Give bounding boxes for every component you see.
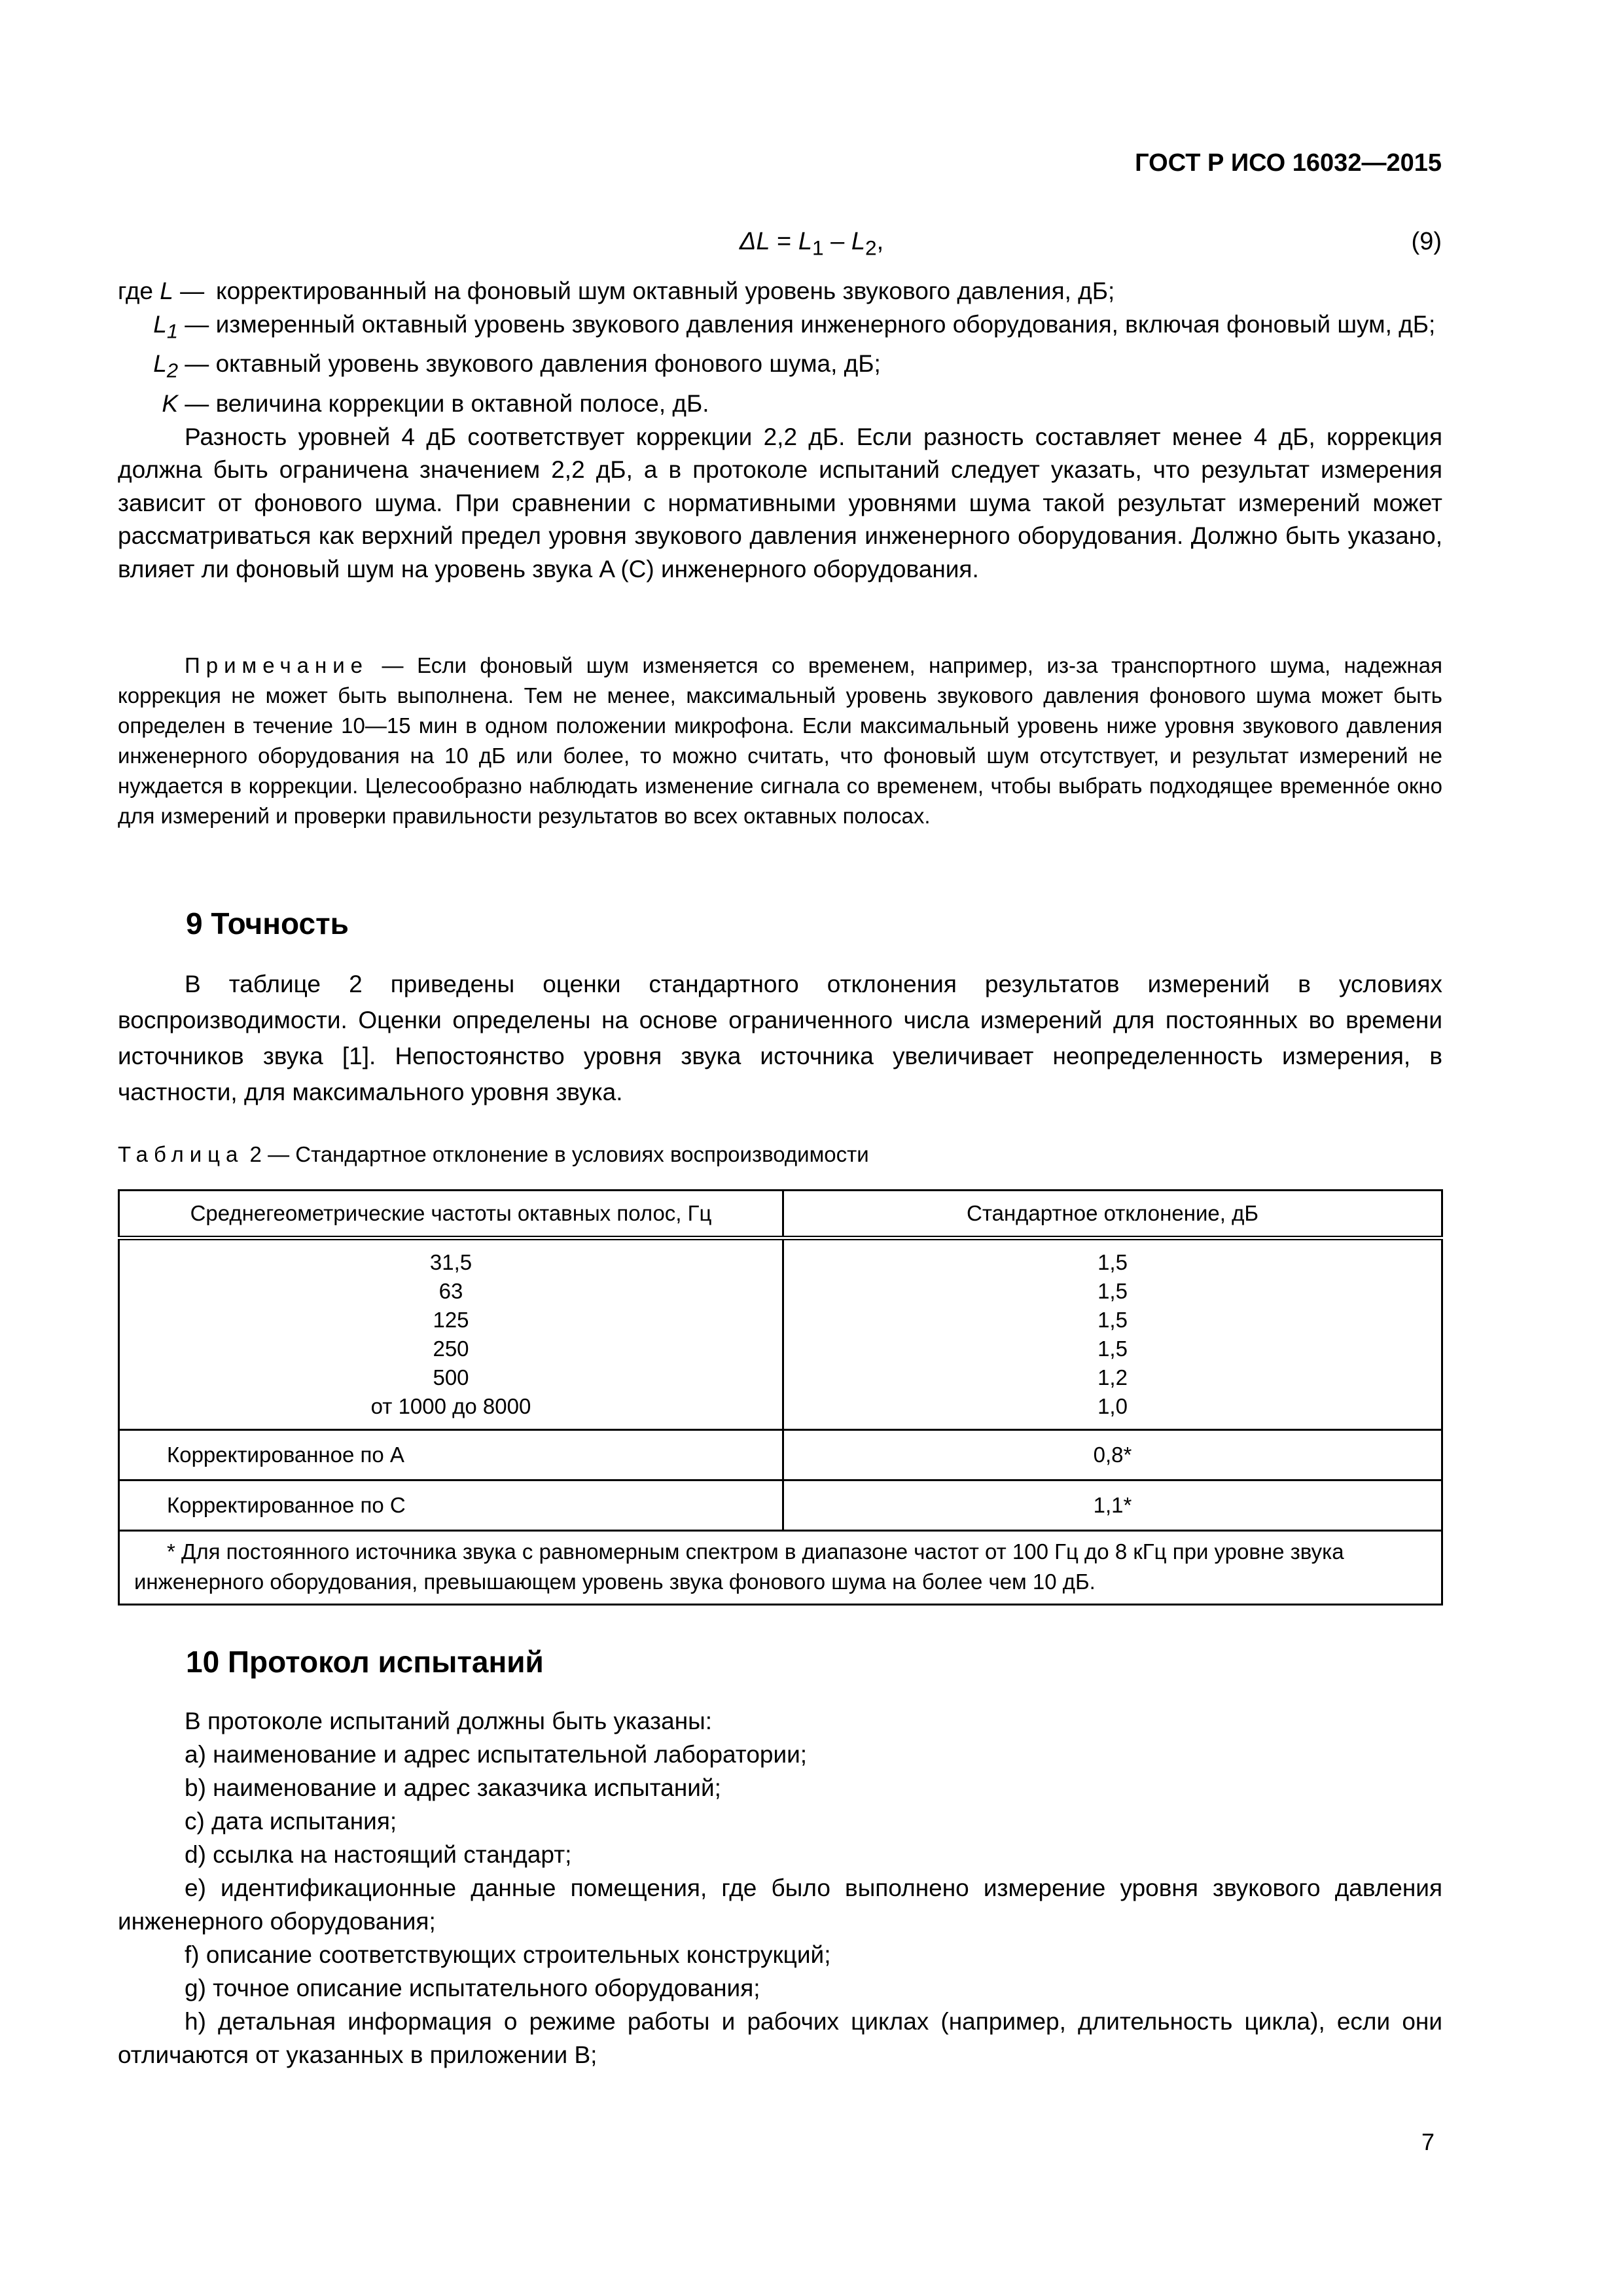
- dev-value: 1,2: [1097, 1365, 1128, 1390]
- table-row: [119, 1480, 1442, 1531]
- dash: —: [178, 390, 216, 418]
- list-item: c) дата испытания;: [185, 1808, 397, 1835]
- definitions: [118, 275, 1442, 586]
- list-intro: В протоколе испытаний должны быть указаны:: [185, 1708, 713, 1734]
- definition-item: [118, 275, 1442, 308]
- section-10-heading: 10 Протокол испытаний: [186, 1645, 544, 1679]
- row-label: Корректированное по А: [119, 1430, 783, 1480]
- dev-value: 1,5: [1097, 1279, 1128, 1303]
- dash: —: [178, 310, 216, 338]
- freq-value: 250: [433, 1336, 469, 1361]
- definition-text: измеренный октавный уровень звукового давления инженерного оборудования, включая фоновый шум, дБ;: [215, 310, 1436, 338]
- freq-value: 125: [433, 1308, 469, 1332]
- definition-prefix: где: [118, 278, 160, 304]
- table-caption: [118, 1142, 869, 1167]
- formula-minus: –: [823, 228, 851, 255]
- definition-sub: 2: [166, 359, 178, 382]
- row-label: Корректированное по С: [119, 1480, 783, 1531]
- formula-l1: L: [798, 228, 812, 255]
- dev-value: 1,0: [1097, 1394, 1128, 1418]
- list-item: d) ссылка на настоящий стандарт;: [185, 1841, 572, 1868]
- formula-eq: =: [770, 228, 798, 255]
- definition-text: величина коррекции в октавной полосе, дБ.: [215, 390, 709, 418]
- section-9-text: В таблице 2 приведены оценки стандартного отклонения результатов измерений в условиях воспроизводимости. Оценки определены на основе ограниченного числа измерений для постоянных во времени источников звука [1]. Непостоянство уровня звука источника увеличивает неопределенность измерения, в частности, для максимального уровня звука.: [118, 971, 1442, 1105]
- document-header: ГОСТ Р ИСО 16032—2015: [1135, 149, 1442, 177]
- table-header-freq: Среднегеометрические частоты октавных полос, Гц: [119, 1191, 783, 1238]
- table-header-row: [119, 1191, 1442, 1238]
- formula-l2: L: [851, 228, 865, 255]
- freq-value: 500: [433, 1365, 469, 1390]
- formula-9: [0, 228, 1623, 260]
- page-number: 7: [1421, 2128, 1435, 2155]
- formula-l2-sub: 2: [865, 236, 877, 260]
- formula-tail: ,: [876, 228, 884, 255]
- definition-text: корректированный на фоновый шум октавный уровень звукового давления, дБ;: [216, 278, 1115, 304]
- freq-cell: [119, 1238, 783, 1430]
- freq-value: 31,5: [429, 1250, 473, 1274]
- list-item: a) наименование и адрес испытательной лаборатории;: [185, 1741, 808, 1768]
- definition-symbol: K: [162, 390, 178, 418]
- formula-lhs: ΔL: [739, 228, 770, 255]
- definition-symbol: L: [160, 278, 173, 304]
- section-9-heading: 9 Точность: [186, 906, 349, 941]
- row-value: 0,8*: [783, 1430, 1442, 1480]
- dev-cell: [783, 1238, 1442, 1430]
- dash: —: [173, 278, 205, 304]
- definition-symbol: L: [153, 350, 167, 378]
- list-item: e) идентификационные данные помещения, где было выполнено измерение уровня звукового давления инженерного оборудования;: [118, 1874, 1442, 1935]
- note-label: Примечание: [185, 653, 369, 677]
- definition-symbol: L: [153, 310, 167, 338]
- freq-value: от 1000 до 8000: [370, 1394, 531, 1418]
- formula-l1-sub: 1: [812, 236, 824, 260]
- table-footnote-row: [119, 1531, 1442, 1605]
- freq-value: 63: [438, 1279, 463, 1303]
- equation-number: (9): [1411, 228, 1442, 255]
- dev-value: 1,5: [1097, 1250, 1128, 1274]
- dev-value: 1,5: [1097, 1308, 1128, 1332]
- paragraph-correction: Разность уровней 4 дБ соответствует коррекции 2,2 дБ. Если разность составляет менее 4 дБ, коррекция должна быть ограничена значением 2,2 дБ, а в протоколе испытаний следует указать, что результат измерения зависит от фонового шума. При сравнении с нормативными уровнями шума такой результат измерений может рассматриваться как верхний предел уровня звукового давления инженерного оборудования. Должно быть указано, влияет ли фоновый шум на уровень звука A (C) инженерного оборудования.: [118, 423, 1442, 583]
- definition-item: [118, 348, 1442, 387]
- definition-sub: 1: [166, 319, 178, 342]
- table-row: [119, 1238, 1442, 1430]
- list-item: b) наименование и адрес заказчика испытаний;: [185, 1774, 721, 1801]
- dash: —: [178, 350, 216, 378]
- table-2: [118, 1189, 1443, 1605]
- table-header-dev: Стандартное отклонение, дБ: [783, 1191, 1442, 1238]
- caption-label: Таблица: [118, 1142, 244, 1166]
- row-value: 1,1*: [783, 1480, 1442, 1531]
- note: [118, 651, 1442, 831]
- list-item: f) описание соответствующих строительных конструкций;: [185, 1941, 831, 1968]
- definition-text: октавный уровень звукового давления фонового шума, дБ;: [215, 350, 881, 378]
- table-footnote: * Для постоянного источника звука с равномерным спектром в диапазоне частот от 100 Гц до 8 кГц при уровне звука инженерного оборудования, превышающем уровень звука фонового шума на более чем 10 дБ.: [119, 1531, 1442, 1605]
- dev-value: 1,5: [1097, 1336, 1128, 1361]
- list-item: g) точное описание испытательного оборудования;: [185, 1975, 760, 2001]
- list-item: h) детальная информация о режиме работы и рабочих циклах (например, длительность цикла), если они отличаются от указанных в приложении В;: [118, 2008, 1442, 2068]
- definition-item: [118, 387, 1442, 421]
- definition-item: [118, 308, 1442, 348]
- note-text: — Если фоновый шум изменяется со временем, например, из-за транспортного шума, надежная коррекция не может быть выполнена. Тем не менее, максимальный уровень звукового давления фонового шума может быть определен в течение 10—15 мин в одном положении микрофона. Если максимальный уровень ниже уровня звукового давления инженерного оборудования на 10 дБ или более, то можно считать, что фоновый шум отсутствует, и результат измерений не нуждается в коррекции. Целесообразно наблюдать изменение сигнала со временем, чтобы выбрать подходящее временно́е окно для измерений и проверки правильности результатов во всех октавных полосах.: [118, 653, 1442, 828]
- caption-text: 2 — Стандартное отклонение в условиях воспроизводимости: [243, 1142, 869, 1166]
- table-row: [119, 1430, 1442, 1480]
- section-10-list: [118, 1704, 1442, 2072]
